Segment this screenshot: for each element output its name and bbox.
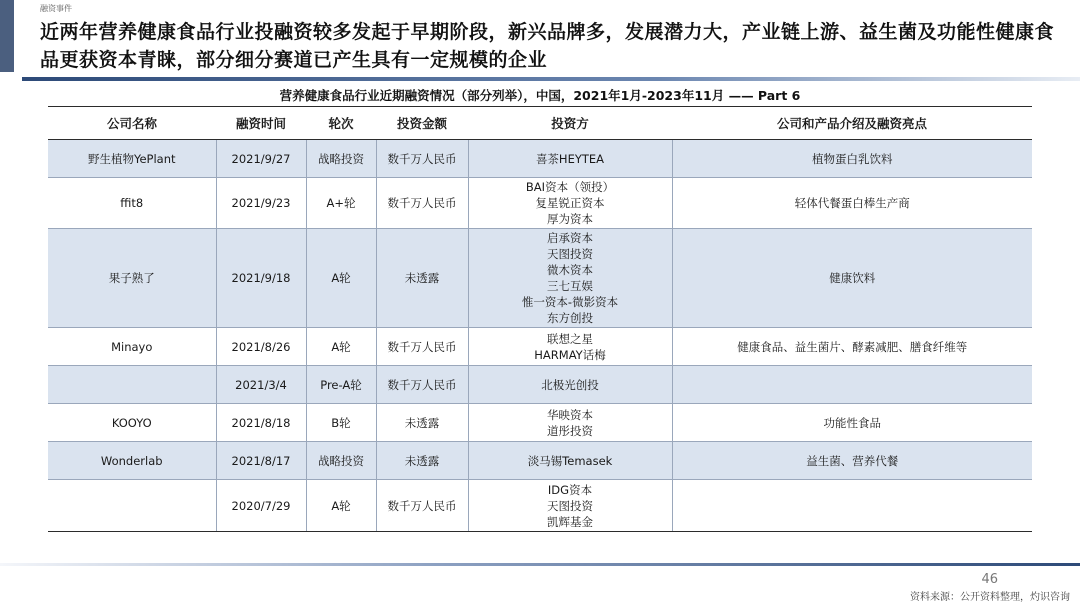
cell-round: A轮 [306,328,376,366]
cell-amount: 未透露 [376,442,468,480]
cell-amount: 未透露 [376,404,468,442]
investor-name: 道彤投资 [547,423,593,438]
cell-investors [468,442,672,480]
cell-description: 健康食品、益生菌片、酵素减肥、膳食纤维等 [672,328,1032,366]
cell-date: 2021/9/23 [216,178,306,229]
investor-name: 天图投资 [547,247,593,261]
investor-name: 凯辉基金 [547,514,593,529]
cell-description [672,480,1032,532]
investor-name: 三七互娱 [547,279,593,293]
table-row [48,328,1032,366]
investor-name: 天图投资 [547,498,593,513]
financing-table [48,106,1032,532]
cell-date: 2020/7/29 [216,480,306,532]
cell-round: B轮 [306,404,376,442]
table-header-row [48,107,1032,140]
cell-round: A+轮 [306,178,376,229]
accent-bar [0,0,14,72]
cell-date: 2021/9/27 [216,140,306,178]
table-row [48,229,1032,328]
cell-amount: 数千万人民币 [376,366,468,404]
investor-name: 启承资本 [547,231,593,245]
investor-name: HARMAY话梅 [534,347,606,362]
cell-description: 功能性食品 [672,404,1032,442]
cell-description: 轻体代餐蛋白棒生产商 [672,178,1032,229]
cell-date: 2021/9/18 [216,229,306,328]
investor-name: 华映资本 [547,407,593,422]
cell-investors [468,480,672,532]
cell-investors [468,404,672,442]
top-divider [22,77,1080,81]
cell-description [672,366,1032,404]
table-row [48,480,1032,532]
table-row [48,442,1032,480]
header-date: 融资时间 [216,107,306,140]
bottom-divider [0,563,1080,566]
investor-name: 复星锐正资本 [535,196,605,210]
cell-investors [468,140,672,178]
source-note: 资料来源：公开资料整理，灼识咨询 [910,592,1070,603]
cell-company: Minayo [48,328,216,366]
cell-company: Wonderlab [48,442,216,480]
cell-company: KOOYO [48,404,216,442]
cell-description: 植物蛋白乳饮料 [672,140,1032,178]
cell-company [48,366,216,404]
cell-description: 健康饮料 [672,229,1032,328]
cell-amount: 未透露 [376,229,468,328]
cell-round: 战略投资 [306,442,376,480]
page-title: 近两年营养健康食品行业投融资较多发起于早期阶段，新兴品牌多，发展潜力大，产业链上游、益生菌及功能性健康食品更获资本青睐，部分细分赛道已产生具有一定规模的企业 [40,21,1055,71]
table-caption: 营养健康食品行业近期融资情况（部分列举），中国，2021年1月-2023年11月 —— Part 6 [279,88,801,103]
cell-company: 野生植物YePlant [48,140,216,178]
investor-name: 厚为资本 [547,212,593,226]
cell-round: 战略投资 [306,140,376,178]
investor-name: 淡马锡Temasek [527,453,613,468]
investor-name: IDG资本 [547,482,593,497]
cell-round: A轮 [306,480,376,532]
table-row [48,178,1032,229]
cell-amount: 数千万人民币 [376,140,468,178]
cell-date: 2021/8/18 [216,404,306,442]
header-description: 公司和产品介绍及融资亮点 [672,107,1032,140]
investor-name: 北极光创投 [541,377,599,392]
cell-date: 2021/8/26 [216,328,306,366]
investor-name: 惟一资本-微影资本 [521,295,619,309]
cell-investors [468,366,672,404]
table-row [48,140,1032,178]
header-amount: 投资金额 [376,107,468,140]
cell-date: 2021/8/17 [216,442,306,480]
header-investors: 投资方 [468,107,672,140]
page-number: 46 [981,572,998,587]
investor-name: 微木资本 [547,263,593,277]
cell-company [48,480,216,532]
cell-amount: 数千万人民币 [376,178,468,229]
cell-company: ffit8 [48,178,216,229]
header-round: 轮次 [306,107,376,140]
cell-date: 2021/3/4 [216,366,306,404]
cell-description: 益生菌、营养代餐 [672,442,1032,480]
investor-name: 喜茶HEYTEA [535,151,605,166]
cell-amount: 数千万人民币 [376,480,468,532]
cell-round: A轮 [306,229,376,328]
investor-name: 东方创投 [547,311,593,325]
section-tag: 融资事件 [40,4,72,13]
investor-name: 联想之星 [547,331,593,346]
header-company: 公司名称 [48,107,216,140]
table-row [48,366,1032,404]
cell-round: Pre-A轮 [306,366,376,404]
cell-investors [468,229,672,328]
table-row [48,404,1032,442]
investor-name: BAI资本（领投） [525,180,615,194]
cell-company: 果子熟了 [48,229,216,328]
cell-investors [468,328,672,366]
cell-investors [468,178,672,229]
cell-amount: 数千万人民币 [376,328,468,366]
